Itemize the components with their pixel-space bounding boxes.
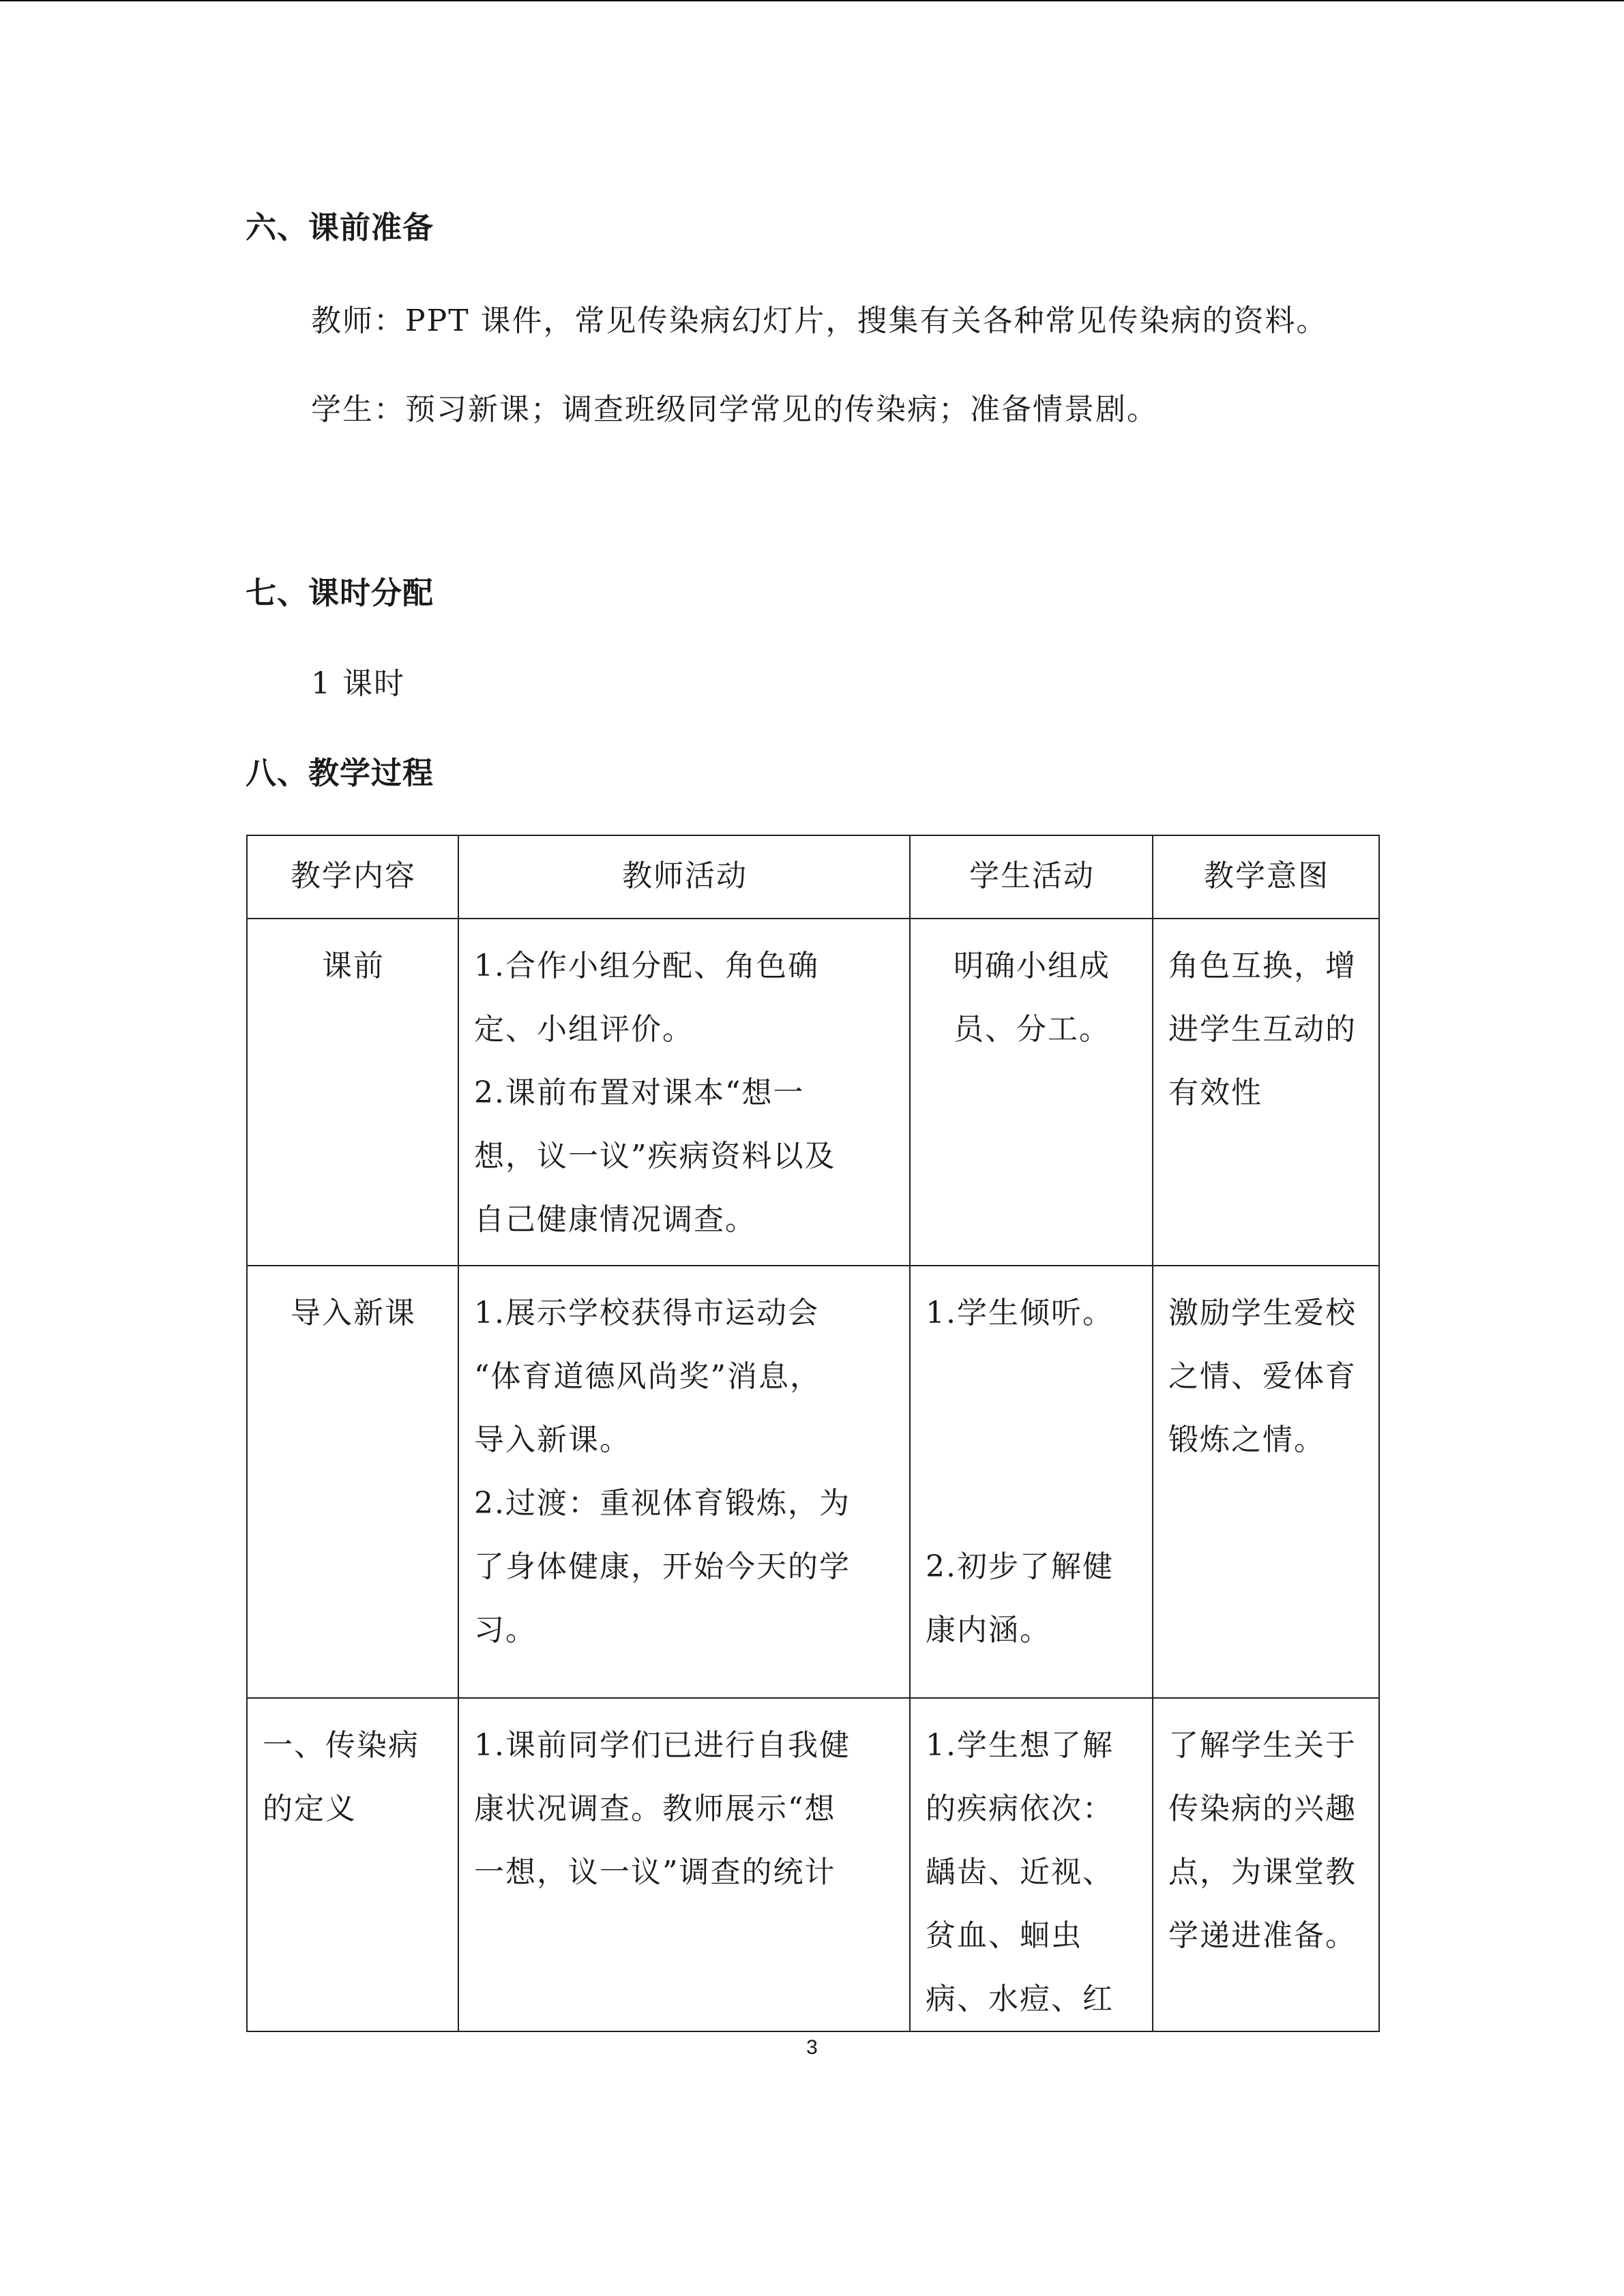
cell-line: 2.课前布置对课本“想一 — [474, 1075, 805, 1110]
page-number: 3 — [806, 2036, 818, 2059]
header-intent: 教学意图 — [1153, 835, 1379, 919]
cell-line: 之情、爱体育 — [1168, 1359, 1357, 1394]
cell-line: 点，为课堂教 — [1168, 1855, 1357, 1890]
cell-teacher-activity — [458, 1266, 910, 1698]
section-8-heading: 八、教学过程 — [246, 755, 434, 791]
cell-line: 了身体健康，开始今天的学 — [474, 1549, 851, 1584]
cell-line: 锻炼之情。 — [1168, 1422, 1325, 1457]
cell-line: 角色互换，增 — [1168, 949, 1357, 983]
cell-student-activity — [910, 919, 1153, 1266]
header-content: 教学内容 — [247, 835, 458, 919]
cell-spacer — [926, 1345, 1138, 1408]
cell-line: 龋齿、近视、 — [926, 1855, 1114, 1890]
section-6-heading: 六、课前准备 — [246, 209, 434, 245]
cell-student-activity — [910, 1266, 1153, 1698]
cell-line: 定、小组评价。 — [474, 1012, 694, 1047]
cell-spacer — [926, 1472, 1138, 1535]
cell-line: 有效性 — [1168, 1075, 1263, 1110]
cell-line: 2.初步了解健 — [926, 1549, 1114, 1584]
header-student-activity: 学生活动 — [910, 835, 1153, 919]
cell-line: 进学生互动的 — [1168, 1012, 1357, 1047]
cell-content — [247, 1266, 458, 1698]
cell-student-activity — [910, 1698, 1153, 2031]
cell-line: 习。 — [474, 1613, 537, 1648]
cell-teacher-activity — [458, 1698, 910, 2031]
teaching-process-table — [246, 835, 1380, 2032]
cell-line: “体育道德风尚奖”消息， — [474, 1359, 821, 1394]
cell-line: 员、分工。 — [954, 1012, 1110, 1047]
cell-line: 2.过渡：重视体育锻炼，为 — [474, 1486, 851, 1521]
teacher-preparation: 教师：PPT 课件，常见传染病幻灯片，搜集有关各种常见传染病的资料。 — [311, 303, 1328, 338]
cell-line: 导入新课 — [291, 1296, 416, 1330]
student-preparation: 学生：预习新课；调查班级同学常见的传染病；准备情景剧。 — [311, 392, 1158, 427]
table-row — [247, 1698, 1379, 2031]
cell-content — [247, 1698, 458, 2031]
cell-teacher-activity — [458, 919, 910, 1266]
cell-line: 1.学生倾听。 — [926, 1296, 1114, 1330]
cell-line: 自己健康情况调查。 — [474, 1202, 756, 1237]
cell-line: 了解学生关于 — [1168, 1728, 1357, 1763]
cell-spacer — [926, 1408, 1138, 1472]
cell-line: 学递进准备。 — [1168, 1918, 1357, 1953]
table-row — [247, 919, 1379, 1266]
cell-line: 的疾病依次： — [926, 1791, 1114, 1826]
table-header-row — [247, 835, 1379, 919]
cell-line: 1.课前同学们已进行自我健 — [474, 1728, 851, 1763]
cell-line: 的定义 — [263, 1791, 357, 1826]
cell-line: 激励学生爱校 — [1168, 1296, 1357, 1330]
cell-line: 一想，议一议”调查的统计 — [474, 1855, 836, 1890]
header-teacher-activity: 教师活动 — [458, 835, 910, 919]
cell-line: 贫血、蛔虫 — [926, 1918, 1082, 1953]
cell-line: 课前 — [322, 949, 385, 983]
cell-line: 病、水痘、红 — [926, 1982, 1114, 2016]
page-top-border — [0, 0, 1624, 1]
cell-intent — [1153, 919, 1379, 1266]
cell-intent — [1153, 1266, 1379, 1698]
cell-intent — [1153, 1698, 1379, 2031]
class-hours: 1 课时 — [311, 666, 405, 701]
cell-line: 明确小组成 — [954, 949, 1110, 983]
cell-line: 康内涵。 — [926, 1613, 1051, 1648]
table-row — [247, 1266, 1379, 1698]
cell-line: 传染病的兴趣 — [1168, 1791, 1357, 1826]
cell-line: 1.合作小组分配、角色确 — [474, 949, 819, 983]
cell-line: 1.展示学校获得市运动会 — [474, 1296, 819, 1330]
cell-content — [247, 919, 458, 1266]
cell-line: 想，议一议”疾病资料以及 — [474, 1139, 836, 1174]
cell-line: 1.学生想了解 — [926, 1728, 1114, 1763]
cell-line: 康状况调查。教师展示“想 — [474, 1791, 836, 1826]
cell-line: 一、传染病 — [263, 1728, 419, 1763]
cell-line: 导入新课。 — [474, 1422, 631, 1457]
section-7-heading: 七、课时分配 — [246, 575, 434, 611]
